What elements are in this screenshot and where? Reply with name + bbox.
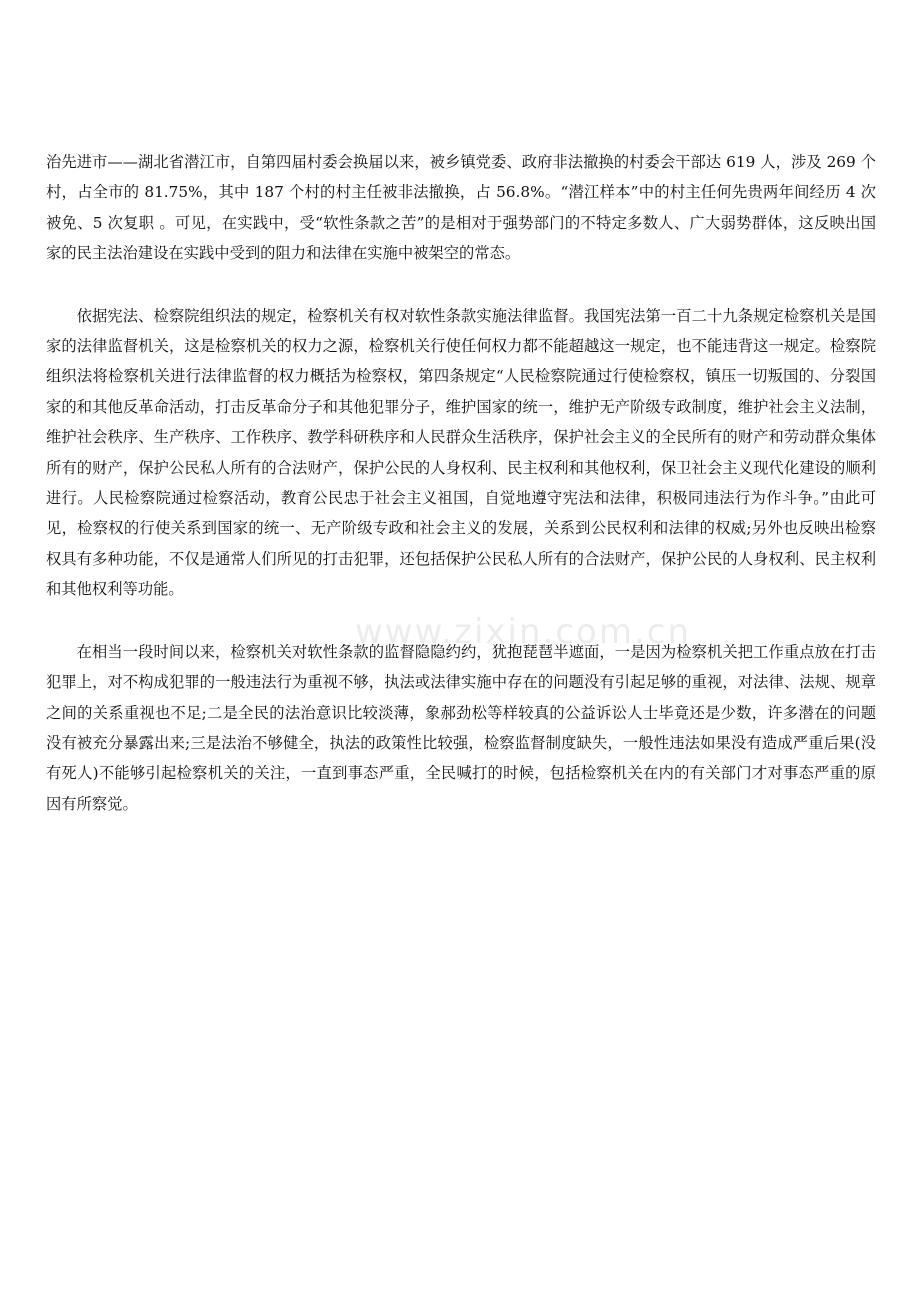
watermark: www.zixin.com.cn (355, 612, 691, 652)
paragraph-2: 依据宪法、检察院组织法的规定，检察机关有权对软性条款实施法律监督。我国宪法第一百二十九条规定检察机关是国家的法律监督机关，这是检察机关的权力之源，检察机关行使任何权力都不能超越这一规定，也不能违背这一规定。检察院组织法将检察机关进行法律监督的权力概括为检察权，第四条规定“人民检察院通过行使检察权，镇压一切叛国的、分裂国家的和其他反革命活动，打击反革命分子和其他犯罪分子，维护国家的统一，维护无产阶级专政制度，维护社会主义法制，维护社会秩序、生产秩序、工作秩序、教学科研秩序和人民群众生活秩序，保护社会主义的全民所有的财产和劳动群众集体所有的财产，保护公民私人所有的合法财产，保护公民的人身权利、民主权利和其他权利，保卫社会主义现代化建设的顺利进行。人民检察院通过检察活动，教育公民忠于社会主义祖国，自觉地遵守宪法和法律，积极同违法行为作斗争。”由此可见，检察权的行使关系到国家的统一、无产阶级专政和社会主义的发展，关系到公民权利和法律的权威;另外也反映出检察权具有多种功能，不仅是通常人们所见的打击犯罪，还包括保护公民私人所有的合法财产，保护公民的人身权利、民主权利和其他权利等功能。 (46, 306, 876, 599)
document-body (46, 147, 876, 819)
paragraph-1: 治先进市——湖北省潜江市，自第四届村委会换届以来，被乡镇党委、政府非法撤换的村委会干部达 619 人，涉及 269 个村，占全市的 81.75%，其中 187 个村的村主任被非法撤换，占 56.8%。“潜江样本”中的村主任何先贵两年间经历 4 次被免、5 次复职 。可见，在实践中，受“软性条款之苦”的是相对于强势部门的不特定多数人、广大弱势群体，这反映出国家的民主法治建设在实践中受到的阻力和法律在实施中被架空的常态。 (46, 153, 876, 263)
paragraph-3: 在相当一段时间以来，检察机关对软性条款的监督隐隐约约，犹抱琵琶半遮面，一是因为检察机关把工作重点放在打击犯罪上，对不构成犯罪的一般违法行为重视不够，执法或法律实施中存在的问题没有引起足够的重视，对法律、法规、规章之间的关系重视也不足;二是全民的法治意识比较淡薄，象郝劲松等样较真的公益诉讼人士毕竟还是少数，许多潜在的问题没有被充分暴露出来;三是法治不够健全，执法的政策性比较强，检察监督制度缺失，一般性违法如果没有造成严重后果(没有死人)不能够引起检察机关的关注，一直到事态严重，全民喊打的时候，包括检察机关在内的有关部门才对事态严重的原因有所察觉。 (46, 642, 876, 813)
